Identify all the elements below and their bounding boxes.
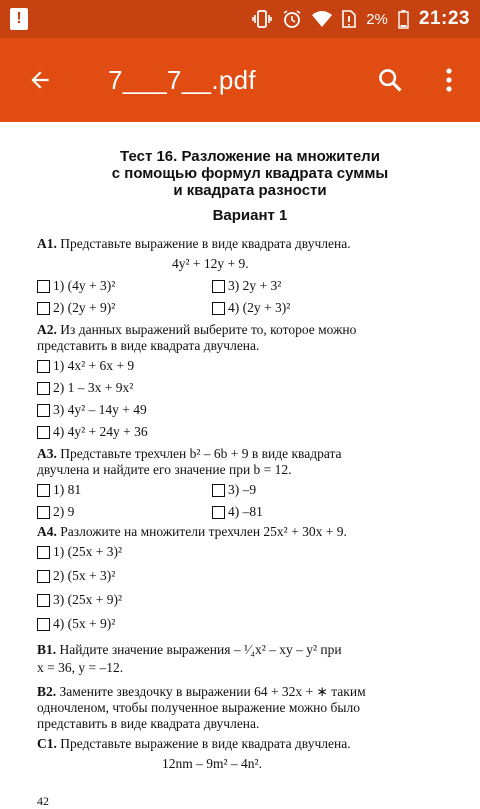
answer-checkbox[interactable]	[37, 546, 50, 559]
a3-option-4[interactable]	[212, 504, 263, 520]
option-label: 4) –81	[228, 504, 263, 519]
question-a2	[37, 322, 356, 338]
a4-option-1[interactable]	[37, 544, 122, 560]
a2-option-4[interactable]	[37, 424, 148, 440]
question-label: А3.	[37, 446, 57, 461]
a3-option-1[interactable]	[37, 482, 81, 498]
a1-option-1[interactable]	[37, 278, 115, 294]
test-title-line2: с помощью формул квадрата суммы	[111, 165, 389, 182]
question-label: В1.	[37, 642, 57, 657]
question-label: А4.	[37, 524, 57, 539]
question-text: Представьте выражение в виде квадрата двучлена.	[60, 236, 351, 251]
answer-checkbox[interactable]	[37, 404, 50, 417]
option-label: 4) 4y² + 24y + 36	[53, 424, 148, 439]
option-label: 2) 1 – 3x + 9x²	[53, 380, 134, 395]
answer-checkbox[interactable]	[37, 382, 50, 395]
answer-checkbox[interactable]	[37, 360, 50, 373]
answer-checkbox[interactable]	[212, 302, 225, 315]
back-arrow-icon	[27, 67, 53, 93]
question-text: Найдите значение выражения	[59, 642, 231, 657]
clock: 21:23	[418, 8, 470, 29]
question-b2-line2: одночленом, чтобы полученное выражение можно было	[37, 700, 360, 715]
question-a3-line2: двучлена и найдите его значение при b = 12.	[37, 462, 292, 477]
a4-option-2[interactable]	[37, 568, 115, 584]
question-c1	[37, 736, 351, 752]
b1-expression: – ¹⁄₄x² – xy – y²	[233, 642, 318, 657]
a1-option-3[interactable]	[212, 278, 281, 294]
answer-checkbox[interactable]	[37, 280, 50, 293]
answer-checkbox[interactable]	[37, 426, 50, 439]
a4-option-4[interactable]	[37, 616, 115, 632]
no-sim-icon	[342, 9, 356, 29]
option-label: 1) 81	[53, 482, 82, 497]
option-label: 2) (5x + 3)²	[53, 568, 116, 583]
a3-option-2[interactable]	[37, 504, 74, 520]
answer-checkbox[interactable]	[37, 302, 50, 315]
a2-option-3[interactable]	[37, 402, 147, 418]
document-title: 7___7__.pdf	[108, 64, 256, 95]
option-label: 4) (2y + 3)²	[228, 300, 291, 315]
back-button[interactable]	[10, 38, 70, 122]
wifi-icon	[312, 10, 332, 28]
status-bar	[0, 0, 480, 38]
option-label: 1) (4y + 3)²	[53, 278, 116, 293]
option-label: 3) (25x + 9)²	[53, 592, 123, 607]
test-title-line3: и квадрата разности	[173, 182, 327, 199]
answer-checkbox[interactable]	[212, 484, 225, 497]
question-b2	[37, 684, 366, 700]
alert-icon: !	[10, 8, 28, 30]
option-label: 1) 4x² + 6x + 9	[53, 358, 135, 373]
question-text-after: при	[320, 642, 342, 657]
answer-checkbox[interactable]	[37, 618, 50, 631]
option-label: 1) (25x + 3)²	[53, 544, 123, 559]
overflow-menu-icon	[445, 67, 453, 93]
option-label: 2) 9	[53, 504, 75, 519]
a4-option-3[interactable]	[37, 592, 122, 608]
option-label: 3) 2y + 3²	[228, 278, 282, 293]
overflow-menu-button[interactable]	[434, 58, 464, 102]
search-button[interactable]	[368, 58, 412, 102]
page-number: 42	[37, 794, 49, 808]
question-label: С1.	[37, 736, 57, 751]
answer-checkbox[interactable]	[37, 570, 50, 583]
battery-icon	[398, 9, 409, 29]
question-text: Представьте выражение в виде квадрата двучлена.	[60, 736, 351, 751]
app-bar	[0, 38, 480, 122]
test-title-line1: Тест 16. Разложение на множители	[120, 148, 380, 165]
question-a4	[37, 524, 347, 540]
question-a2-line2: представить в виде квадрата двучлена.	[37, 338, 260, 353]
option-label: 3) –9	[228, 482, 257, 497]
question-text: Представьте трехчлен b² – 6b + 9 в виде квадрата	[60, 446, 342, 461]
question-text: Из данных выражений выберите то, которое можно	[60, 322, 357, 337]
question-a3	[37, 446, 342, 462]
a2-option-1[interactable]	[37, 358, 134, 374]
question-b1	[37, 642, 342, 658]
option-label: 2) (2y + 9)²	[53, 300, 116, 315]
pdf-page[interactable]	[0, 122, 480, 808]
search-icon	[376, 66, 404, 94]
question-b1-line2: x = 36, y = –12.	[37, 660, 124, 675]
a3-option-3[interactable]	[212, 482, 256, 498]
a1-expression: 4y² + 12y + 9.	[172, 256, 249, 271]
option-label: 3) 4y² – 14y + 49	[53, 402, 147, 417]
answer-checkbox[interactable]	[212, 280, 225, 293]
question-label: А1.	[37, 236, 57, 251]
vibrate-icon	[252, 9, 272, 29]
variant-heading: Вариант 1	[212, 207, 288, 224]
a1-option-2[interactable]	[37, 300, 115, 316]
question-a1	[37, 236, 351, 252]
alarm-icon	[282, 9, 302, 29]
a2-option-2[interactable]	[37, 380, 133, 396]
question-label: В2.	[37, 684, 57, 699]
option-label: 4) (5x + 9)²	[53, 616, 116, 631]
question-text: Разложите на множители трехчлен 25x² + 30x + 9.	[60, 524, 347, 539]
answer-checkbox[interactable]	[37, 594, 50, 607]
answer-checkbox[interactable]	[37, 484, 50, 497]
question-b2-line3: представить в виде квадрата двучлена.	[37, 716, 260, 731]
answer-checkbox[interactable]	[37, 506, 50, 519]
question-label: А2.	[37, 322, 57, 337]
answer-checkbox[interactable]	[212, 506, 225, 519]
question-text: Замените звездочку в выражении 64 + 32x + ∗ таким	[59, 684, 366, 699]
c1-expression: 12nm – 9m² – 4n².	[162, 756, 262, 771]
battery-level: 2%	[366, 10, 388, 28]
a1-option-4[interactable]	[212, 300, 290, 316]
